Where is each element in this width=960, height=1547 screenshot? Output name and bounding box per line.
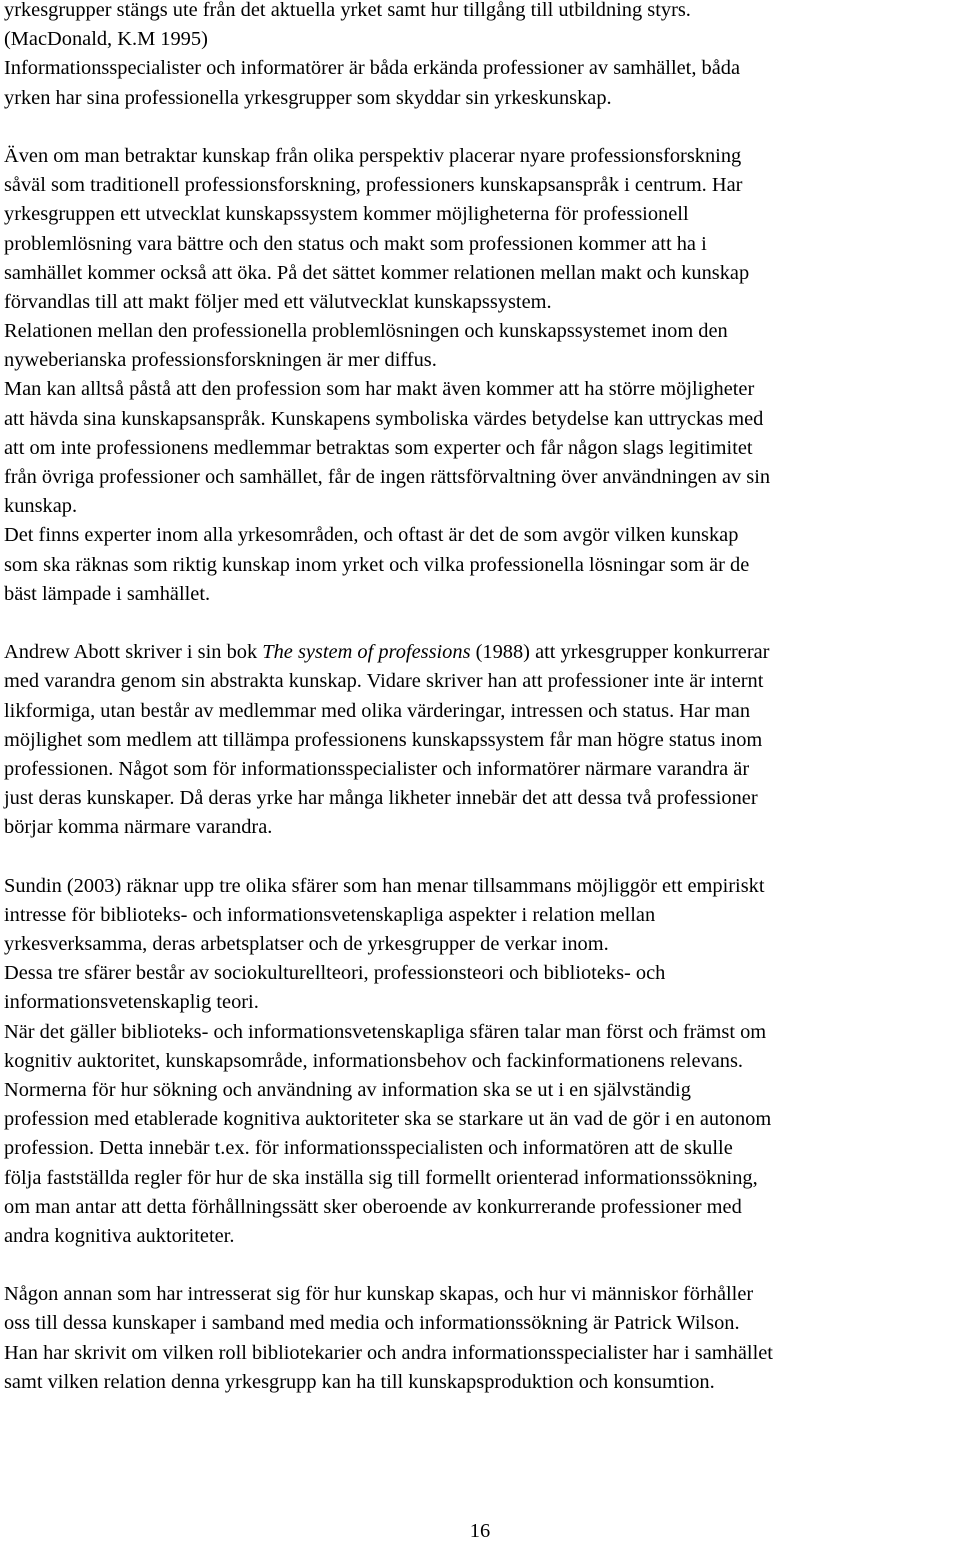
- text-line: Relationen mellan den professionella problemlösningen och kunskapssystemet inom den: [4, 320, 728, 343]
- text-line: likformiga, utan består av medlemmar med olika värderingar, intressen och status. Har man: [4, 699, 751, 722]
- text-line: informationsvetenskaplig teori.: [4, 991, 259, 1014]
- paragraph-abbott: [4, 638, 958, 842]
- text-line: profession med etablerade kognitiva auktoriteter ska se starkare ut än vad de gör i en autonom: [4, 1108, 772, 1131]
- text-line: att hävda sina kunskapsanspråk. Kunskapens symboliska värdes betydelse kan uttryckas med: [4, 407, 764, 430]
- text-line: yrken har sina professionella yrkesgrupper som skyddar sin yrkeskunskap.: [4, 86, 612, 109]
- page-number: 16: [469, 1520, 491, 1542]
- text-line: kognitiv auktoritet, kunskapsområde, informationsbehov och fackinformationens relevans.: [4, 1049, 743, 1072]
- text-line: profession. Detta innebär t.ex. för informationsspecialisten och informatören att de skulle: [4, 1137, 733, 1160]
- text-line: Man kan alltså påstå att den profession som har makt även kommer att ha större möjligheter: [4, 378, 755, 401]
- text-line: samhället kommer också att öka. På det sättet kommer relationen mellan makt och kunskap: [4, 261, 750, 284]
- text-line: om man antar att detta förhållningssätt sker oberoende av konkurrerande professioner med: [4, 1195, 742, 1218]
- text-line: bäst lämpade i samhället.: [4, 582, 211, 605]
- text-line: Normerna för hur sökning och användning av information ska se ut i en självständig: [4, 1078, 691, 1101]
- text-line: förvandlas till att makt följer med ett välutvecklat kunskapssystem.: [4, 290, 552, 313]
- text-line: från övriga professioner och samhället, får de ingen rättsförvaltning över användningen av sin: [4, 466, 771, 488]
- text-line: att om inte professionens medlemmar betraktas som experter och får någon slags legitimitet: [4, 436, 753, 459]
- text-line: kunskap.: [4, 495, 78, 518]
- text-line: (MacDonald, K.M 1995): [4, 28, 208, 51]
- book-title: The system of professions: [262, 641, 471, 664]
- text-line: Även om man betraktar kunskap från olika perspektiv placerar nyare professionsforskning: [4, 144, 742, 167]
- text-line: såväl som traditionell professionsforskning, professioners kunskapsanspråk i centrum. Har: [4, 174, 743, 197]
- text-line: samt vilken relation denna yrkesgrupp kan ha till kunskapsproduktion och konsumtion.: [4, 1370, 715, 1393]
- text-line: börjar komma närmare varandra.: [4, 816, 273, 839]
- text-line: nyweberianska professionsforskningen är mer diffus.: [4, 349, 437, 372]
- text-line: just deras kunskaper. Då deras yrke har många likheter innebär det att dessa två professioner: [4, 787, 758, 810]
- text-line: professionen. Något som för informationsspecialister och informatörer närmare varandra är: [4, 757, 750, 780]
- text-run: (1988) att yrkesgrupper konkurrerar: [470, 641, 770, 664]
- text-line: med varandra genom sin abstrakta kunskap. Vidare skriver han att professioner inte är internt: [4, 670, 764, 693]
- text-line: När det gäller biblioteks- och informationsvetenskapliga sfären talar man först och främst om: [4, 1020, 767, 1043]
- text-line: [4, 638, 958, 667]
- paragraph-spacer: [4, 609, 958, 638]
- text-line: Sundin (2003) räknar upp tre olika sfärer som han menar tillsammans möjliggör ett empiriskt: [4, 874, 765, 897]
- text-line: Dessa tre sfärer består av sociokulturellteori, professionsteori och biblioteks- och: [4, 962, 666, 985]
- text-line: andra kognitiva auktoriteter.: [4, 1224, 235, 1247]
- text-line: Någon annan som har intresserat sig för hur kunskap skapas, och hur vi människor förhåller: [4, 1283, 754, 1306]
- paragraph-wilson: [4, 1280, 958, 1397]
- text-line: möjlighet som medlem att tillämpa professionens kunskapssystem får man högre status inom: [4, 728, 763, 751]
- text-line: följa fastställda regler för hur de ska inställa sig till formellt orienterad informationssökning,: [4, 1166, 758, 1189]
- text-line: yrkesgrupper stängs ute från det aktuella yrket samt hur tillgång till utbildning styrs.: [4, 0, 691, 21]
- paragraph-intro: [4, 0, 958, 113]
- text-line: intresse för biblioteks- och informationsvetenskapliga aspekter i relation mellan: [4, 903, 656, 926]
- paragraph-spacer: [4, 1251, 958, 1280]
- text-line: Informationsspecialister och informatörer är båda erkända professioner av samhället, båda: [4, 57, 741, 80]
- document-page: [4, 0, 958, 1397]
- text-line: yrkesverksamma, deras arbetsplatser och de yrkesgrupper de verkar inom.: [4, 933, 609, 955]
- text-line: Det finns experter inom alla yrkesområden, och oftast är det de som avgör vilken kunskap: [4, 524, 739, 547]
- paragraph-sundin: [4, 872, 958, 1251]
- text-run: Andrew Abott skriver i sin bok: [4, 641, 263, 664]
- text-line: oss till dessa kunskaper i samband med media och informationssökning är Patrick Wilson.: [4, 1312, 740, 1335]
- text-line: problemlösning vara bättre och den status och makt som professionen kommer att ha i: [4, 232, 707, 255]
- text-line: som ska räknas som riktig kunskap inom yrket och vilka professionella lösningar som är de: [4, 553, 750, 576]
- paragraph-spacer: [4, 113, 958, 142]
- paragraph-spacer: [4, 842, 958, 871]
- paragraph-knowledge-claims: [4, 142, 958, 609]
- text-line: yrkesgruppen ett utvecklat kunskapssystem kommer möjligheterna för professionell: [4, 203, 689, 226]
- text-line: Han har skrivit om vilken roll bibliotekarier och andra informationsspecialister har i samhället: [4, 1341, 773, 1364]
